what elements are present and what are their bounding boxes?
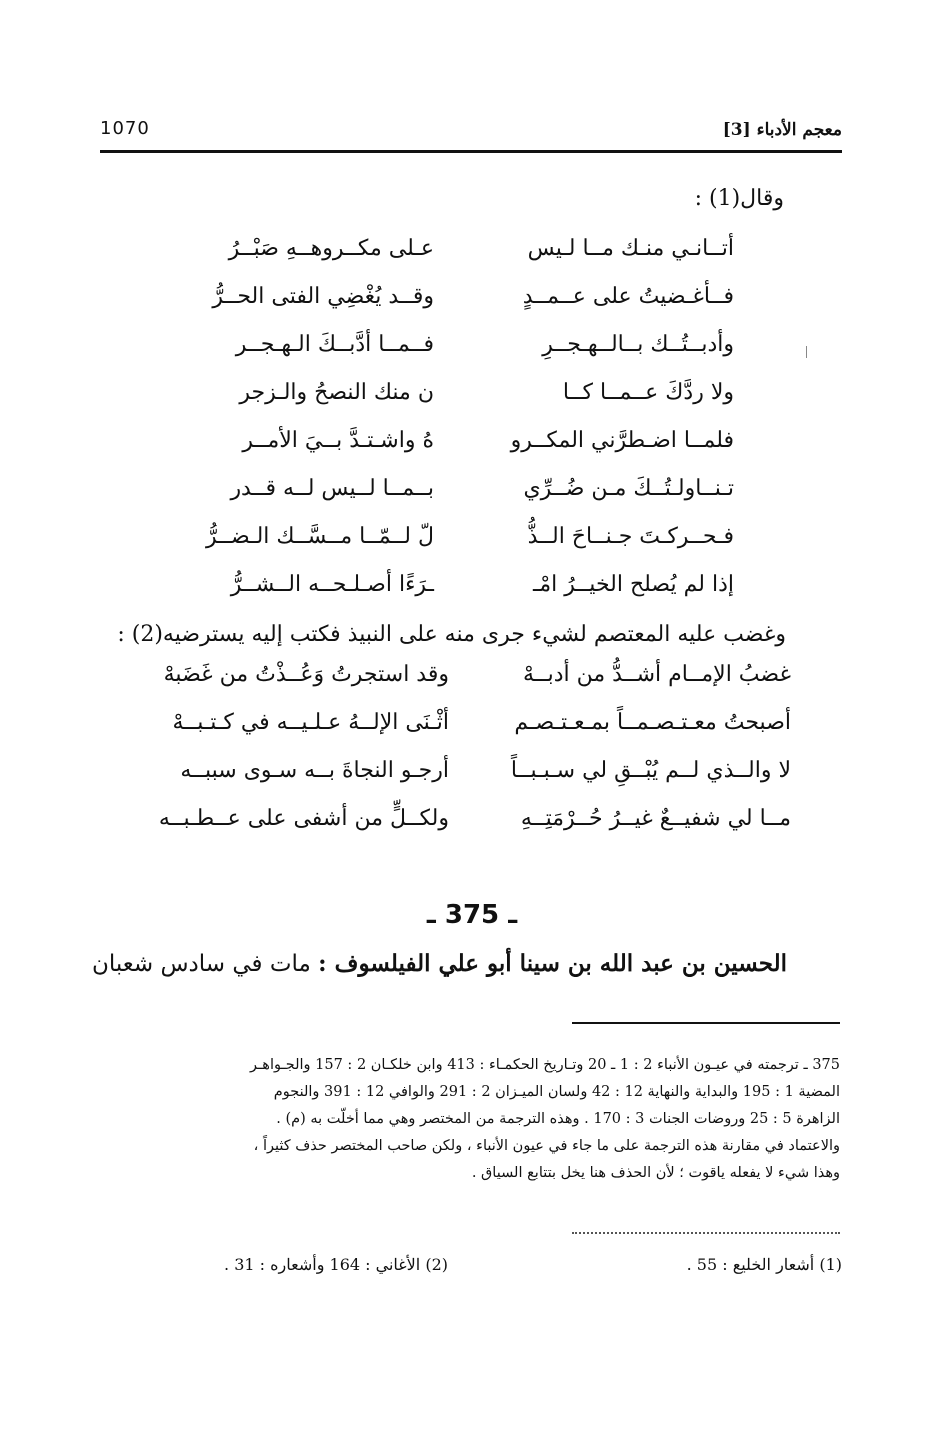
footnote-line: الزاهرة 5 : 25 وروضات الجنات 3 : 170 . وهذه الترجمة من المختصر وهي مما أخلّت به (م) .	[276, 1111, 840, 1127]
hemistich-first: وأدبــتُــك بــالــهـجــرِ	[542, 332, 734, 357]
hemistich-second: فــمــا أدَّبــكَ الـهـجــر	[235, 332, 434, 357]
header-rule	[100, 150, 842, 153]
poem-2	[151, 662, 791, 854]
entry-number: ـ 375 ـ	[426, 900, 518, 930]
hemistich-second: بــمــا لــيس لــه قــدر	[230, 476, 434, 501]
hemistich-second: ولكــلٍّ من أشفى على عــطـبــه	[158, 806, 449, 831]
poem-2-verse	[151, 710, 791, 758]
footnote-1: (1) أشعار الخليع : 55 .	[686, 1255, 842, 1274]
hemistich-first: مــا لي شفيــعٌ غيــرُ حُــرْمَتِــهِ	[520, 806, 791, 831]
hemistich-first: أصبحتُ معـتـصـمــاً بمـعـتـصـم	[514, 710, 791, 735]
hemistich-second: أرجـو النجاةَ بــه سـوى سببــه	[180, 758, 449, 783]
entry-heading	[92, 950, 787, 977]
page-number: 1070	[100, 118, 150, 139]
hemistich-first: فـحــركـتَ جـنــاحَ الــذُّ	[527, 524, 734, 549]
running-header-title: معجم الأدباء [3]	[722, 120, 842, 140]
poem-1-verse	[194, 572, 734, 620]
footnote-line: المضية 1 : 195 والبداية والنهاية 12 : 42 ولسان الميـزان 2 : 291 والوافي 12 : 391 والنجوم	[273, 1084, 840, 1100]
poem-1-verse	[194, 236, 734, 284]
entry-heading-name: الحسين بن عبد الله بن سينا أبو علي الفيلسوف :	[318, 950, 787, 977]
biography-footnote	[100, 1052, 840, 1187]
poem-1-verse	[194, 332, 734, 380]
footnote-2: (2) الأغاني : 164 وأشعاره : 31 .	[224, 1255, 448, 1274]
intro-line-1: وقال(1) :	[694, 186, 784, 211]
poem-1-verse	[194, 524, 734, 572]
hemistich-second: وقــد يُغْضِي الفتى الحــرُّ	[212, 284, 434, 309]
poem-2-verse	[151, 806, 791, 854]
hemistich-first: ولا ردَّكَ عــمــا كــا	[562, 380, 734, 405]
hemistich-first: فــأغـضيتُ على عــمــدٍ	[522, 284, 734, 309]
poem-1-verse	[194, 476, 734, 524]
poem-1-verse	[194, 380, 734, 428]
dotted-rule	[572, 1232, 840, 1234]
hemistich-first: لا والــذي لــم يُبْــقِ لي سـبـبــاً	[510, 758, 791, 783]
footnote-line: 375 ـ ترجمته في عيـون الأنباء 2 : 1 ـ 20 وتـاريخ الحكمـاء : 413 وابن خلكـان 2 : 157 والجـواهـر	[250, 1057, 840, 1073]
margin-mark	[806, 346, 807, 358]
poem-1-verse	[194, 284, 734, 332]
entry-heading-rest: مات في سادس شعبان	[91, 951, 319, 977]
poem-2-verse	[151, 758, 791, 806]
intro-line-2: وغضب عليه المعتصم لشيء جرى منه على النبيذ فكتب إليه يسترضيه(2) :	[117, 622, 786, 647]
hemistich-first: تـنــاولـتُــكَ مـن ضُــرِّي	[523, 476, 734, 501]
footnote-rule	[572, 1022, 840, 1024]
poem-2-verse	[151, 662, 791, 710]
hemistich-second: ن منك النصحُ والـزجر	[239, 380, 434, 405]
hemistich-second: هُ واشـتـدَّ بــيَ الأمــر	[242, 428, 434, 453]
hemistich-second: لّ لــمّــا مــسَّــك الـضــرُّ	[206, 524, 434, 549]
hemistich-first: غضبُ الإمــام أشــدُّ من أدبــهْ	[522, 662, 791, 687]
poem-1	[194, 236, 734, 620]
hemistich-second: وقد استجرتُ وَعُــذْتُ من غَضَبهْ	[163, 662, 449, 687]
hemistich-first: أتــانـي منـك مــا لـيس	[527, 236, 734, 261]
hemistich-first: إذا لم يُصلح الخيــرُ امْـ	[532, 572, 734, 597]
poem-1-verse	[194, 428, 734, 476]
footnote-line: والاعتماد في مقارنة هذه الترجمة على ما جاء في عيون الأنباء ، ولكن صاحب المختصر حذف كثيراً ،	[253, 1138, 840, 1154]
footnote-line: وهذا شيء لا يفعله ياقوت ؛ لأن الحذف هنا يخل بتتابع السياق .	[471, 1165, 840, 1181]
hemistich-second: أثْـنَى الإلــهُ عـلـيــه في كـتـبــهْ	[172, 710, 449, 735]
hemistich-first: فلمــا اضـطرَّني المكــرو	[510, 428, 734, 453]
hemistich-second: ـرَءًا أصـلـحــه الــشــرُّ	[230, 572, 434, 597]
hemistich-second: عـلى مكــروهــهِ صَبْــرُ	[228, 236, 434, 261]
